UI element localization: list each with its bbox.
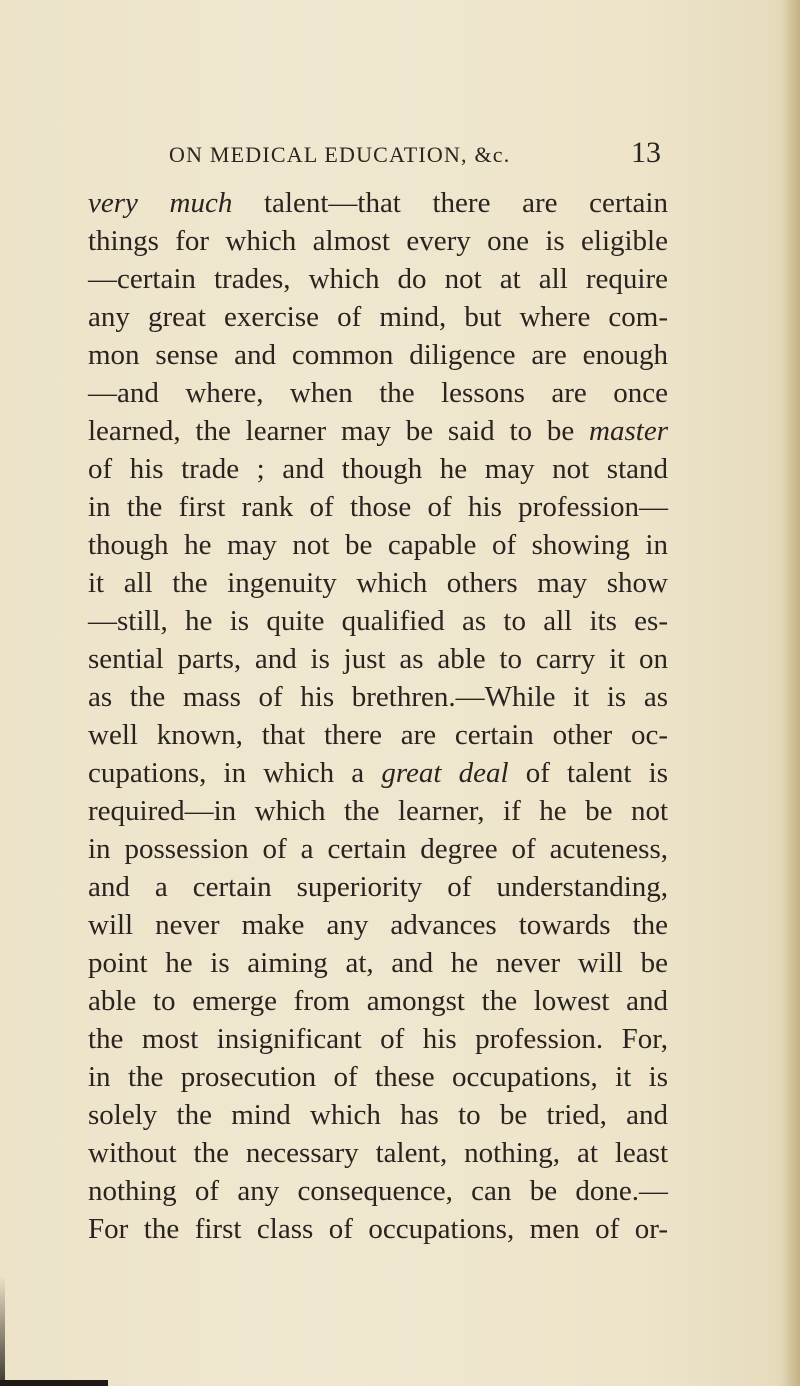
text-line — [88, 602, 668, 640]
page-header — [169, 136, 661, 176]
text-segment: talent—that there are certain — [232, 187, 668, 219]
text-segment: cupations, in which a — [88, 757, 382, 789]
text-segment: point he is aiming at, and he never will be — [88, 947, 668, 979]
text-segment: the most insignificant of his profession. For, — [88, 1023, 668, 1055]
text-segment: able to emerge from amongst the lowest and — [88, 985, 668, 1017]
text-line — [88, 526, 668, 564]
text-segment: —certain trades, which do not at all require — [88, 263, 668, 295]
text-line — [88, 488, 668, 526]
text-segment: will never make any advances towards the — [88, 909, 668, 941]
text-line — [88, 906, 668, 944]
text-line — [88, 1058, 668, 1096]
text-segment: any great exercise of mind, but where com- — [88, 301, 668, 333]
text-segment: of talent is — [508, 757, 668, 789]
text-line — [88, 754, 668, 792]
text-segment: in possession of a certain degree of acuteness, — [88, 833, 668, 865]
text-segment: of his trade ; and though he may not stand — [88, 453, 668, 485]
text-segment: required—in which the learner, if he be not — [88, 795, 668, 827]
page-number: 13 — [631, 136, 661, 169]
text-segment: sential parts, and is just as able to carry it on — [88, 643, 668, 675]
text-line — [88, 1096, 668, 1134]
text-line — [88, 982, 668, 1020]
text-line — [88, 944, 668, 982]
running-head: ON MEDICAL EDUCATION, &c. — [169, 142, 511, 167]
text-line — [88, 298, 668, 336]
text-line — [88, 374, 668, 412]
text-segment: things for which almost every one is eligible — [88, 225, 668, 257]
text-line — [88, 450, 668, 488]
text-line — [88, 868, 668, 906]
text-line — [88, 564, 668, 602]
text-segment: and a certain superiority of understanding, — [88, 871, 668, 903]
text-segment: mon sense and common diligence are enough — [88, 339, 668, 371]
italic-text: very much — [88, 187, 233, 219]
text-segment: in the first rank of those of his profession— — [88, 491, 668, 523]
text-segment: —and where, when the lessons are once — [88, 377, 668, 409]
text-line — [88, 830, 668, 868]
text-segment: —still, he is quite qualified as to all its es- — [88, 605, 668, 637]
text-segment: solely the mind which has to be tried, and — [88, 1099, 668, 1131]
text-line — [88, 412, 668, 450]
text-segment: as the mass of his brethren.—While it is as — [88, 681, 668, 713]
page-edge-shadow — [782, 0, 800, 1386]
text-segment: well known, that there are certain other oc- — [88, 719, 668, 751]
body-text — [88, 184, 668, 1248]
text-segment: learned, the learner may be said to be — [88, 415, 590, 447]
text-line — [88, 1020, 668, 1058]
text-line — [88, 678, 668, 716]
text-line — [88, 1134, 668, 1172]
text-segment: in the prosecution of these occupations, it is — [88, 1061, 668, 1093]
text-segment: without the necessary talent, nothing, at least — [88, 1137, 668, 1169]
italic-text: great deal — [381, 757, 509, 789]
text-segment: nothing of any consequence, can be done.— — [88, 1175, 668, 1207]
text-line — [88, 260, 668, 298]
text-line — [88, 1210, 668, 1248]
text-line — [88, 336, 668, 374]
italic-text: master — [589, 415, 668, 447]
text-line — [88, 716, 668, 754]
text-line — [88, 222, 668, 260]
text-line — [88, 1172, 668, 1210]
text-segment: though he may not be capable of showing in — [88, 529, 668, 561]
text-segment: it all the ingenuity which others may show — [88, 567, 668, 599]
text-line — [88, 792, 668, 830]
page-corner-edge — [0, 1276, 5, 1386]
text-segment: For the first class of occupations, men of or- — [88, 1213, 668, 1245]
page-bottom-edge — [0, 1380, 108, 1386]
text-line — [88, 184, 668, 222]
text-line — [88, 640, 668, 678]
